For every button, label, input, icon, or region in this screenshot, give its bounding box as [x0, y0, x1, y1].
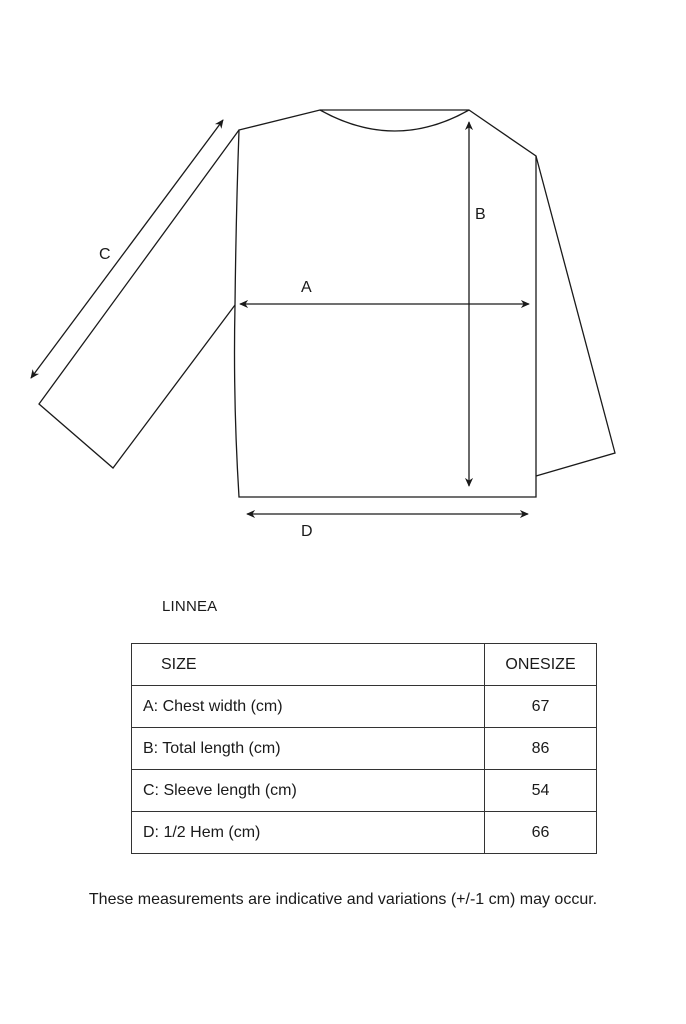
row-label: D: 1/2 Hem (cm) — [132, 812, 485, 854]
row-label: A: Chest width (cm) — [132, 686, 485, 728]
garment-right-sleeve — [536, 156, 615, 476]
onesize-header-label: ONESIZE — [485, 644, 597, 686]
row-value: 66 — [485, 812, 597, 854]
row-label: B: Total length (cm) — [132, 728, 485, 770]
table-row-total-length — [132, 728, 597, 770]
row-label: C: Sleeve length (cm) — [132, 770, 485, 812]
measure-d-label: D — [301, 523, 313, 540]
row-value: 86 — [485, 728, 597, 770]
table-header-row — [132, 644, 597, 686]
garment-neckline — [320, 110, 469, 131]
measure-c-label: C — [99, 246, 111, 263]
row-value: 67 — [485, 686, 597, 728]
row-value: 54 — [485, 770, 597, 812]
measure-a-label: A — [301, 279, 312, 296]
measure-b-label: B — [475, 206, 486, 223]
table-row-chest-width — [132, 686, 597, 728]
size-table — [131, 643, 597, 854]
table-row-half-hem — [132, 812, 597, 854]
disclaimer-text: These measurements are indicative and variations (+/-1 cm) may occur. — [88, 891, 598, 908]
product-name: LINNEA — [162, 598, 218, 615]
table-row-sleeve-length — [132, 770, 597, 812]
size-header-label: SIZE — [132, 644, 485, 686]
garment-left-sleeve — [39, 130, 239, 468]
measure-c-arrow — [31, 120, 223, 378]
